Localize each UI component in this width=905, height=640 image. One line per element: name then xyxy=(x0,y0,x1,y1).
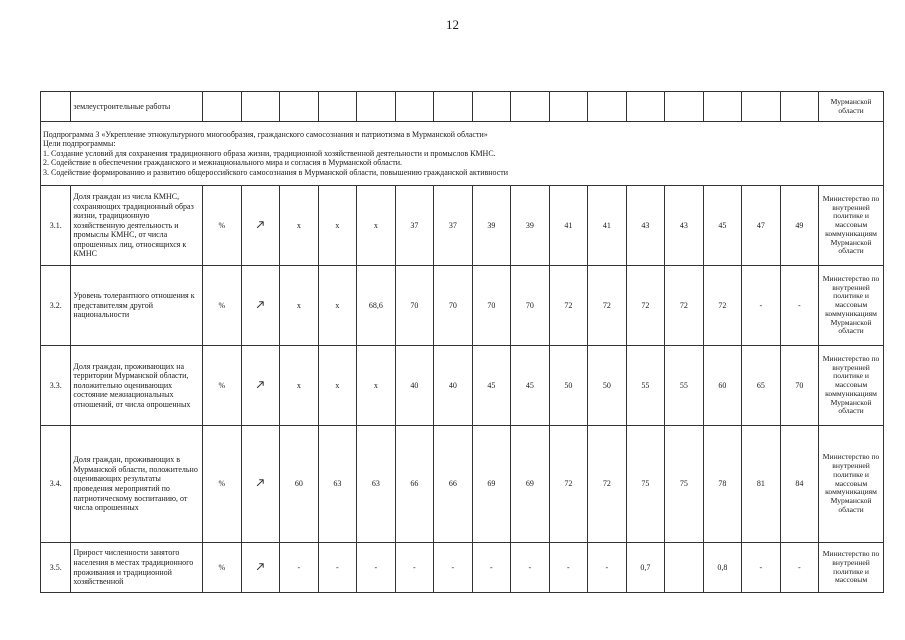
value-cell: 84 xyxy=(780,426,819,543)
table-row-top xyxy=(41,92,884,122)
value-cell: 66 xyxy=(395,426,434,543)
subprogram-goals-heading: Цели подпрограммы: xyxy=(43,139,116,149)
arrow-up-icon xyxy=(256,380,265,389)
value-cell: x xyxy=(280,346,319,426)
value-cell: 65 xyxy=(742,346,781,426)
row-number-cell: 3.1. xyxy=(41,186,71,266)
value-cell xyxy=(665,543,704,593)
value-cell: 49 xyxy=(780,186,819,266)
value-cell: 47 xyxy=(742,186,781,266)
value-cell xyxy=(318,92,357,122)
value-cell: 75 xyxy=(626,426,665,543)
value-cell: - xyxy=(742,543,781,593)
value-cell: - xyxy=(318,543,357,593)
direction-cell xyxy=(241,266,280,346)
value-cell: 50 xyxy=(588,346,627,426)
value-cell xyxy=(780,92,819,122)
value-cell: x xyxy=(280,266,319,346)
subprogram-title: Подпрограмма 3 «Укрепление этнокультурного многообразия, гражданского самосознания и патриотизма в Мурманской области» xyxy=(43,129,488,139)
row-number-cell xyxy=(41,92,71,122)
value-cell: x xyxy=(357,186,396,266)
value-cell: 72 xyxy=(665,266,704,346)
value-cell: 40 xyxy=(434,346,473,426)
subprogram-header-cell xyxy=(41,122,884,186)
value-cell: 39 xyxy=(472,186,511,266)
value-cell: 69 xyxy=(511,426,550,543)
page-number: 12 xyxy=(446,17,459,32)
value-cell: 70 xyxy=(395,266,434,346)
value-cell xyxy=(703,92,742,122)
table-row xyxy=(41,186,884,266)
arrow-up-icon xyxy=(256,220,265,229)
indicator-name-cell: землеустроительные работы xyxy=(71,92,203,122)
value-cell: 37 xyxy=(395,186,434,266)
value-cell: 55 xyxy=(626,346,665,426)
subprogram-goal-3: 3. Содействие формированию и развитию общероссийского самосознания в Мурманской области, повышению гражданской активности xyxy=(43,167,509,177)
table-row xyxy=(41,426,884,543)
indicator-name-cell: Прирост численности занятого населения в местах традиционного проживания и традиционной хозяйственной xyxy=(71,543,203,593)
value-cell: 70 xyxy=(780,346,819,426)
indicator-name-cell: Доля граждан, проживающих в Мурманской области, положительно оценивающих результаты проведения мероприятий по патриотическому воспитанию, от числа опрошенных xyxy=(71,426,203,543)
value-cell: - xyxy=(780,266,819,346)
value-cell: 50 xyxy=(549,346,588,426)
value-cell: 37 xyxy=(434,186,473,266)
value-cell: 72 xyxy=(626,266,665,346)
value-cell xyxy=(626,92,665,122)
value-cell: 41 xyxy=(588,186,627,266)
arrow-up-icon xyxy=(256,478,265,487)
direction-cell xyxy=(241,426,280,543)
value-cell: 45 xyxy=(703,186,742,266)
value-cell: - xyxy=(280,543,319,593)
value-cell: 75 xyxy=(665,426,704,543)
value-cell: 0,7 xyxy=(626,543,665,593)
executor-cell: Министерство по внутренней политике и массовым коммуникациям Мурманской области xyxy=(819,186,884,266)
value-cell: 70 xyxy=(434,266,473,346)
arrow-up-icon xyxy=(256,300,265,309)
value-cell: 55 xyxy=(665,346,704,426)
arrow-up-icon xyxy=(256,562,265,571)
unit-cell: % xyxy=(203,186,242,266)
value-cell: 63 xyxy=(357,426,396,543)
value-cell: 60 xyxy=(280,426,319,543)
value-cell: - xyxy=(588,543,627,593)
value-cell: - xyxy=(780,543,819,593)
value-cell: 43 xyxy=(665,186,704,266)
value-cell xyxy=(357,92,396,122)
value-cell xyxy=(742,92,781,122)
value-cell xyxy=(665,92,704,122)
value-cell: 69 xyxy=(472,426,511,543)
value-cell: - xyxy=(472,543,511,593)
table-row xyxy=(41,266,884,346)
executor-cell: Министерство по внутренней политике и массовым коммуникациям Мурманской области xyxy=(819,426,884,543)
value-cell: - xyxy=(434,543,473,593)
subprogram-goal-2: 2. Содействие в обеспечении гражданского и межнационального мира и согласия в Мурманской области. xyxy=(43,158,402,168)
unit-cell: % xyxy=(203,426,242,543)
value-cell: x xyxy=(318,266,357,346)
row-number-cell: 3.5. xyxy=(41,543,71,593)
table-row xyxy=(41,346,884,426)
unit-cell xyxy=(203,92,242,122)
indicator-name-cell: Уровень толерантного отношения к представителям другой национальности xyxy=(71,266,203,346)
value-cell: 70 xyxy=(472,266,511,346)
indicators-table xyxy=(40,91,884,593)
row-number-cell: 3.2. xyxy=(41,266,71,346)
value-cell: 41 xyxy=(549,186,588,266)
unit-cell: % xyxy=(203,346,242,426)
subprogram-header-row xyxy=(41,122,884,186)
value-cell: x xyxy=(280,186,319,266)
executor-cell: Министерство по внутренней политике и массовым коммуникациям Мурманской области xyxy=(819,346,884,426)
value-cell: 40 xyxy=(395,346,434,426)
value-cell: - xyxy=(742,266,781,346)
value-cell xyxy=(395,92,434,122)
indicator-name-cell: Доля граждан, проживающих на территории Мурманской области, положительно оценивающих состояние межнациональных отношений, от числа опрошенных xyxy=(71,346,203,426)
value-cell: 0,8 xyxy=(703,543,742,593)
value-cell xyxy=(511,92,550,122)
value-cell xyxy=(472,92,511,122)
value-cell: 72 xyxy=(703,266,742,346)
indicator-name-cell: Доля граждан из числа КМНС, сохраняющих традиционный образ жизни, традиционную хозяйственную деятельность и промыслы КМНС, от числа опрошенных лиц, относящихся к КМНС xyxy=(71,186,203,266)
value-cell: 78 xyxy=(703,426,742,543)
row-number-cell: 3.4. xyxy=(41,426,71,543)
direction-cell xyxy=(241,186,280,266)
subprogram-goal-1: 1. Создание условий для сохранения традиционного образа жизни, традиционной хозяйственной деятельности и промыслов КМНС. xyxy=(43,148,496,158)
direction-cell xyxy=(241,346,280,426)
value-cell: 63 xyxy=(318,426,357,543)
unit-cell: % xyxy=(203,266,242,346)
value-cell: - xyxy=(395,543,434,593)
value-cell: x xyxy=(318,186,357,266)
value-cell: 68,6 xyxy=(357,266,396,346)
value-cell: 81 xyxy=(742,426,781,543)
value-cell: x xyxy=(357,346,396,426)
unit-cell: % xyxy=(203,543,242,593)
value-cell: 72 xyxy=(588,426,627,543)
value-cell: 39 xyxy=(511,186,550,266)
executor-cell: Министерство по внутренней политике и массовым xyxy=(819,543,884,593)
value-cell: - xyxy=(357,543,396,593)
table-body xyxy=(41,92,884,593)
executor-cell: Министерство по внутренней политике и массовым коммуникациям Мурманской области xyxy=(819,266,884,346)
value-cell: - xyxy=(511,543,550,593)
value-cell: 60 xyxy=(703,346,742,426)
value-cell: 70 xyxy=(511,266,550,346)
executor-cell: Мурманской области xyxy=(819,92,884,122)
value-cell: 43 xyxy=(626,186,665,266)
value-cell: 45 xyxy=(472,346,511,426)
value-cell: 72 xyxy=(549,266,588,346)
value-cell xyxy=(549,92,588,122)
value-cell: 72 xyxy=(588,266,627,346)
value-cell: 45 xyxy=(511,346,550,426)
value-cell xyxy=(588,92,627,122)
direction-cell xyxy=(241,543,280,593)
table-row xyxy=(41,543,884,593)
value-cell xyxy=(280,92,319,122)
value-cell: 72 xyxy=(549,426,588,543)
value-cell: - xyxy=(549,543,588,593)
row-number-cell: 3.3. xyxy=(41,346,71,426)
value-cell: x xyxy=(318,346,357,426)
direction-cell xyxy=(241,92,280,122)
value-cell: 66 xyxy=(434,426,473,543)
value-cell xyxy=(434,92,473,122)
